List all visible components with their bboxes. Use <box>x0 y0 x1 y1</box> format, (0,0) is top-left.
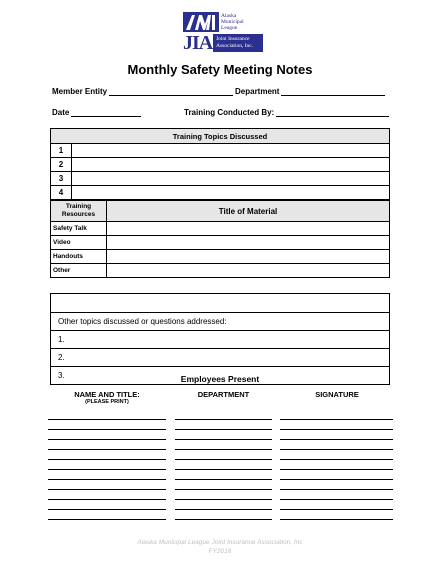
department-line[interactable] <box>175 459 272 460</box>
department-line[interactable] <box>175 469 272 470</box>
signature-line[interactable] <box>280 519 393 520</box>
resource-cell[interactable] <box>107 250 390 264</box>
name-line[interactable] <box>48 479 166 480</box>
page-title: Monthly Safety Meeting Notes <box>127 62 313 77</box>
resource-label: Safety Talk <box>51 222 107 236</box>
department-line[interactable] <box>175 519 272 520</box>
resource-label: Handouts <box>51 250 107 264</box>
other-topics-row[interactable]: 1. <box>51 331 390 349</box>
resource-label: Other <box>51 264 107 278</box>
name-line[interactable] <box>48 459 166 460</box>
name-line[interactable] <box>48 509 166 510</box>
other-topics-row[interactable]: 2. <box>51 349 390 367</box>
member-entity-label: Member Entity <box>52 87 108 96</box>
training-conducted-by-label: Training Conducted By: <box>184 108 275 117</box>
employees-present-title: Employees Present <box>180 374 260 384</box>
other-topics-prompt: Other topics discussed or questions addressed: <box>51 313 390 331</box>
topic-number: 2 <box>51 158 72 172</box>
signature-line[interactable] <box>280 509 393 510</box>
signature-line[interactable] <box>280 439 393 440</box>
member-entity-field[interactable] <box>52 87 233 96</box>
name-line[interactable] <box>48 489 166 490</box>
topic-cell[interactable] <box>72 172 390 186</box>
topic-cell[interactable] <box>72 158 390 172</box>
please-print-note: (PLEASE PRINT) <box>85 399 129 405</box>
footer <box>0 538 440 556</box>
department-line[interactable] <box>175 509 272 510</box>
signature-line[interactable] <box>280 479 393 480</box>
resource-cell[interactable] <box>107 264 390 278</box>
signature-line[interactable] <box>280 419 393 420</box>
topic-cell[interactable] <box>72 186 390 200</box>
name-line[interactable] <box>48 429 166 430</box>
other-topics-blank[interactable] <box>51 294 390 313</box>
date-field[interactable] <box>52 108 141 117</box>
aml-logo-mark <box>183 12 219 32</box>
department-field[interactable] <box>235 87 385 96</box>
aml-logo-text: Alaska Municipal League <box>221 13 244 31</box>
name-title-header: NAME AND TITLE: (PLEASE PRINT) <box>52 390 162 405</box>
department-line[interactable] <box>175 479 272 480</box>
logo <box>183 12 263 52</box>
training-topics-table <box>50 128 390 200</box>
name-line[interactable] <box>48 439 166 440</box>
title-of-material-header: Title of Material <box>107 201 390 222</box>
training-topics-header: Training Topics Discussed <box>51 129 390 144</box>
date-label: Date <box>52 108 70 117</box>
topic-number: 4 <box>51 186 72 200</box>
signature-line[interactable] <box>280 499 393 500</box>
topic-number: 3 <box>51 172 72 186</box>
signature-line[interactable] <box>280 429 393 430</box>
name-line[interactable] <box>48 499 166 500</box>
name-line[interactable] <box>48 449 166 450</box>
department-line[interactable] <box>175 449 272 450</box>
name-line[interactable] <box>48 469 166 470</box>
signature-line[interactable] <box>280 489 393 490</box>
other-topics-table <box>50 293 390 385</box>
footer-org: Alaska Municipal League Joint Insurance Association, Inc <box>137 539 303 546</box>
topic-number: 1 <box>51 144 72 158</box>
other-topics-row[interactable]: 3. <box>51 367 390 385</box>
jia-logo-text: Joint Insurance Association, Inc. <box>216 36 254 49</box>
department-label: Department <box>235 87 280 96</box>
department-header: DEPARTMENT <box>197 390 250 399</box>
department-line[interactable] <box>175 489 272 490</box>
training-conducted-by-field[interactable] <box>184 108 389 117</box>
footer-year: FY2016 <box>208 548 232 555</box>
training-resources-header: Training Resources <box>51 201 107 222</box>
signature-header: SIGNATURE <box>315 390 359 399</box>
signature-line[interactable] <box>280 449 393 450</box>
signature-line[interactable] <box>280 469 393 470</box>
department-line[interactable] <box>175 429 272 430</box>
signature-line[interactable] <box>280 459 393 460</box>
department-line[interactable] <box>175 419 272 420</box>
resource-label: Video <box>51 236 107 250</box>
training-resources-table <box>50 200 390 278</box>
name-line[interactable] <box>48 419 166 420</box>
resource-cell[interactable] <box>107 236 390 250</box>
name-line[interactable] <box>48 519 166 520</box>
resource-cell[interactable] <box>107 222 390 236</box>
department-line[interactable] <box>175 439 272 440</box>
topic-cell[interactable] <box>72 144 390 158</box>
jia-letters: JIA <box>183 32 213 54</box>
department-line[interactable] <box>175 499 272 500</box>
